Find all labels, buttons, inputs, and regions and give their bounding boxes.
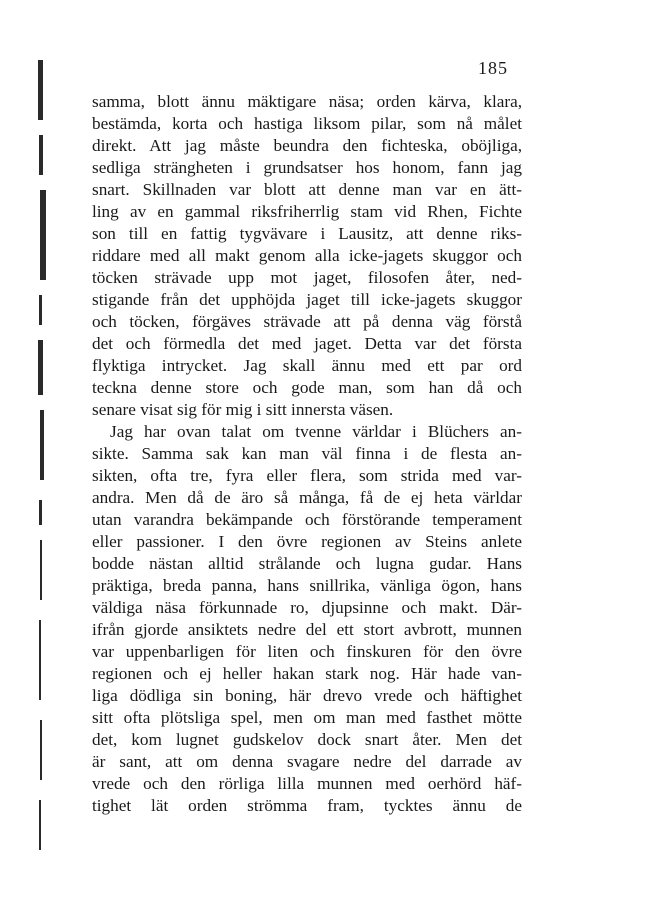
text-line: och töcken, förgäves strävade att på denna väg förstå xyxy=(92,312,522,331)
text-line: det, kom lugnet gudskelov dock snart åter. Men det xyxy=(92,730,522,749)
text-line: direkt. Att jag måste beundra den fichteska, oböjliga, xyxy=(92,136,522,155)
text-line: teckna denne store och gode man, som han då och xyxy=(92,378,522,397)
scan-edge-artifact xyxy=(34,60,48,860)
body-text xyxy=(92,91,522,817)
text-line: vrede och den rörliga lilla munnen med oerhörd häf- xyxy=(92,774,522,793)
text-line: sikte. Samma sak kan man väl finna i de flesta an- xyxy=(92,444,522,463)
text-line: riddare med all makt genom alla icke-jagets skuggor och xyxy=(92,246,522,265)
text-line: stigande från det upphöjda jaget till icke-jagets skuggor xyxy=(92,290,522,309)
text-line: är sant, att om denna svagare nedre del darrade av xyxy=(92,752,522,771)
page-number: 185 xyxy=(478,58,508,78)
text-line: sedliga strängheten i grundsatser hos honom, fann jag xyxy=(92,158,522,177)
text-line: det och förmedla det med jaget. Detta var det första xyxy=(92,334,522,353)
text-line: väldiga näsa förkunnade ro, djupsinne och makt. Där- xyxy=(92,598,522,617)
text-line: Jag har ovan talat om tvenne världar i Blüchers an- xyxy=(110,422,522,441)
text-line: sitt ofta plötsliga spel, men om man med fasthet mötte xyxy=(92,708,522,727)
text-line: utan varandra bekämpande och förstörande temperament xyxy=(92,510,522,529)
text-line: regionen och ej heller hakan stark nog. Här hade van- xyxy=(92,664,522,683)
text-line: flyktiga intrycket. Jag skall ännu med ett par ord xyxy=(92,356,522,375)
text-line: tighet lät orden strömma fram, tycktes ännu de xyxy=(92,796,522,815)
text-line: var uppenbarligen för liten och finskuren för den övre xyxy=(92,642,522,661)
text-line: andra. Men då de äro så många, få de ej heta världar xyxy=(92,488,522,507)
text-line: ling av en gammal riksfriherrlig stam vid Rhen, Fichte xyxy=(92,202,522,221)
text-line: snart. Skillnaden var blott att denne man var en ätt- xyxy=(92,180,522,199)
text-line: bestämda, korta och hastiga liksom pilar, som nå målet xyxy=(92,114,522,133)
text-line: senare visat sig för mig i sitt innersta väsen. xyxy=(92,400,394,419)
text-line: sikten, ofta tre, fyra eller flera, som strida med var- xyxy=(92,466,522,485)
text-line: son till en fattig tygvävare i Lausitz, att denne riks- xyxy=(92,224,522,243)
text-line: samma, blott ännu mäktigare näsa; orden kärva, klara, xyxy=(92,92,522,111)
text-line: bodde nästan alltid strålande och lugna gudar. Hans xyxy=(92,554,522,573)
text-line: liga dödliga sin boning, här drevo vrede och häftighet xyxy=(92,686,522,705)
text-line: töcken strävade upp mot jaget, filosofen åter, ned- xyxy=(92,268,522,287)
text-line: ifrån gjorde ansiktets nedre del ett stort avbrott, munnen xyxy=(92,620,522,639)
text-line: eller passioner. I den övre regionen av Steins anlete xyxy=(92,532,522,551)
text-line: präktiga, breda panna, hans snillrika, vänliga ögon, hans xyxy=(92,576,522,595)
